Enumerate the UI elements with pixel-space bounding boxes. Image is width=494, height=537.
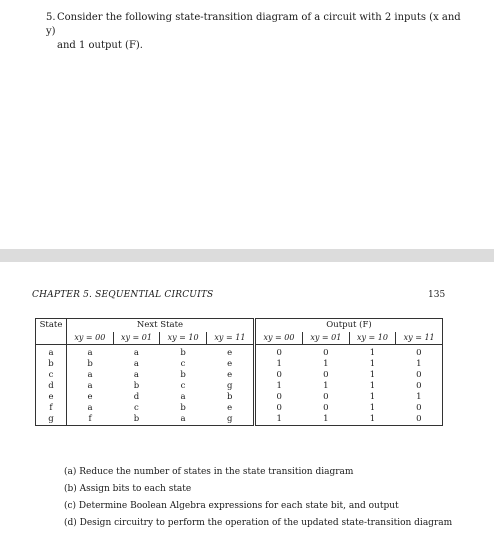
next-input-11: xy = 11 xyxy=(206,332,254,345)
output-header: Output (F) xyxy=(254,319,442,333)
next-state-cell: g xyxy=(226,381,233,391)
task-list xyxy=(64,464,452,532)
output-cell: 0 xyxy=(254,392,302,403)
output-cell: 0 xyxy=(396,370,443,381)
problem-text-1: Consider the following state-transition diagram of a circuit with 2 inputs (x and y) xyxy=(46,12,461,37)
page-separator xyxy=(0,249,494,262)
out-input-01: xy = 01 xyxy=(303,332,350,345)
output-cell: 0 xyxy=(396,414,443,426)
output-cell: 1 xyxy=(369,359,376,369)
output-cell: 1 xyxy=(369,381,376,391)
next-state-cell: a xyxy=(133,370,139,380)
output-cell: 0 xyxy=(323,403,329,413)
state-cell: b xyxy=(36,359,67,370)
task-c: (c) Determine Boolean Algebra expressions for each state bit, and output xyxy=(64,501,399,511)
output-cell: 1 xyxy=(369,370,376,380)
state-cell: g xyxy=(36,414,67,426)
output-cell: 1 xyxy=(323,381,329,391)
next-state-cell: b xyxy=(113,414,160,426)
output-cell: 1 xyxy=(323,359,329,369)
next-state-cell: f xyxy=(67,414,114,426)
output-cell: 1 xyxy=(396,392,443,403)
next-state-cell: a xyxy=(160,414,207,426)
out-input-10: xy = 10 xyxy=(349,332,396,345)
output-cell: 0 xyxy=(396,381,443,392)
task-d: (d) Design circuitry to perform the operation of the updated state-transition diagram xyxy=(64,518,453,528)
table-row xyxy=(36,414,443,426)
output-cell: 0 xyxy=(254,403,302,414)
table-row xyxy=(36,370,443,381)
state-cell: f xyxy=(36,403,67,414)
table-row xyxy=(36,345,443,360)
state-cell: a xyxy=(36,345,67,360)
output-cell: 1 xyxy=(396,359,443,370)
output-cell: 0 xyxy=(323,370,329,380)
next-state-cell: a xyxy=(133,359,139,369)
next-state-cell: b xyxy=(226,392,233,402)
out-input-00: xy = 00 xyxy=(254,332,302,345)
next-state-cell: a xyxy=(180,392,186,402)
state-cell: c xyxy=(36,370,67,381)
next-input-01: xy = 01 xyxy=(113,332,160,345)
out-input-11: xy = 11 xyxy=(396,332,443,345)
state-cell: d xyxy=(36,381,67,392)
next-state-cell: e xyxy=(227,370,233,380)
output-cell: 0 xyxy=(396,403,443,414)
next-state-cell: b xyxy=(87,359,93,369)
next-state-cell: g xyxy=(206,414,254,426)
task-a: (a) Reduce the number of states in the state transition diagram xyxy=(64,467,354,477)
next-state-cell: a xyxy=(87,403,93,413)
next-state-header: Next State xyxy=(67,319,255,333)
table-header-row xyxy=(36,319,443,333)
problem-line-1 xyxy=(46,11,466,39)
output-cell: 1 xyxy=(349,414,396,426)
next-state-cell: e xyxy=(87,392,93,402)
output-cell: 0 xyxy=(254,345,302,360)
table-row xyxy=(36,381,443,392)
next-state-cell: d xyxy=(133,392,140,402)
next-state-cell: c xyxy=(180,381,186,391)
next-state-cell: b xyxy=(180,348,186,358)
table-row xyxy=(36,359,443,370)
output-cell: 0 xyxy=(323,348,329,358)
next-state-cell: b xyxy=(180,370,186,380)
next-state-cell: c xyxy=(180,359,186,369)
next-state-cell: b xyxy=(180,403,186,413)
output-cell: 0 xyxy=(323,392,329,402)
output-cell: 0 xyxy=(396,345,443,360)
chapter-header: CHAPTER 5. SEQUENTIAL CIRCUITS xyxy=(32,290,214,300)
table-row xyxy=(36,403,443,414)
next-input-00: xy = 00 xyxy=(67,332,114,345)
output-cell: 1 xyxy=(369,392,376,402)
next-state-cell: a xyxy=(87,370,93,380)
state-cell: e xyxy=(36,392,67,403)
output-cell: 1 xyxy=(254,359,302,370)
next-state-cell: a xyxy=(133,348,139,358)
page-number: 135 xyxy=(428,290,446,300)
next-state-cell: e xyxy=(227,359,233,369)
output-cell: 1 xyxy=(254,414,302,426)
next-state-cell: e xyxy=(227,403,233,413)
next-state-cell: a xyxy=(87,348,93,358)
problem-statement xyxy=(46,11,466,53)
problem-text-2: and 1 output (F). xyxy=(57,40,143,51)
next-state-cell: c xyxy=(134,403,139,413)
table-input-row xyxy=(36,332,443,345)
output-cell: 1 xyxy=(369,348,376,358)
output-cell: 0 xyxy=(254,370,302,381)
task-b: (b) Assign bits to each state xyxy=(64,484,192,494)
output-cell: 1 xyxy=(303,414,350,426)
output-cell: 1 xyxy=(369,403,376,413)
state-column-header: State xyxy=(36,319,67,345)
next-state-cell: b xyxy=(133,381,140,391)
state-table xyxy=(35,318,443,426)
output-cell: 1 xyxy=(254,381,302,392)
problem-number: 5. xyxy=(46,12,56,23)
next-input-10: xy = 10 xyxy=(160,332,207,345)
next-state-cell: e xyxy=(227,348,233,358)
next-state-cell: a xyxy=(87,381,93,391)
table-row xyxy=(36,392,443,403)
